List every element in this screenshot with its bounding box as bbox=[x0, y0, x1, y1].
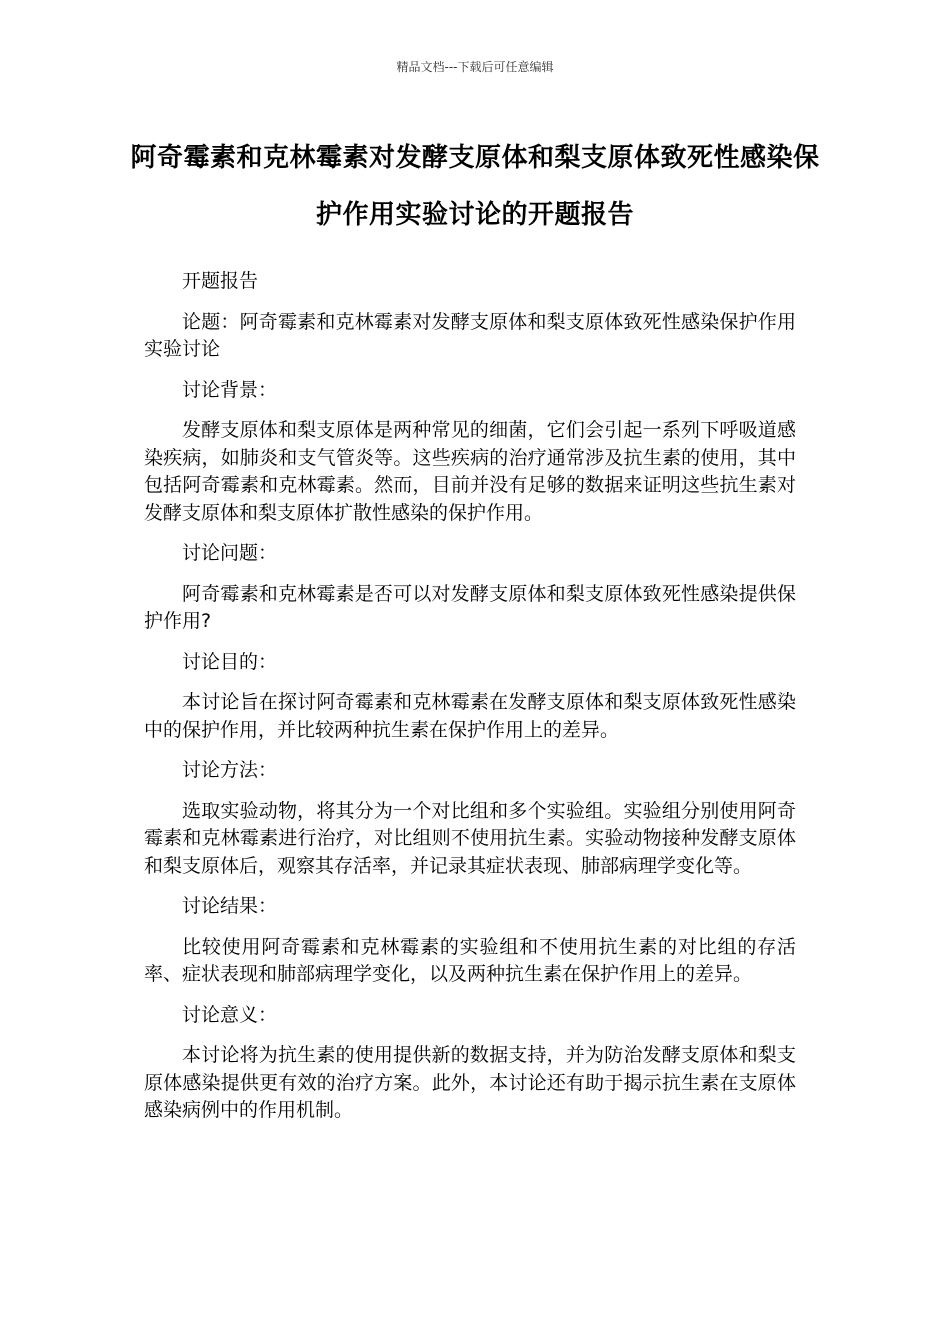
section-heading-purpose: 讨论目的： bbox=[182, 650, 278, 673]
purpose-paragraph: 本讨论旨在探讨阿奇霉素和克林霉素在发酵支原体和梨支原体致死性感染中的保护作用，并比较两种抗生素在保护作用上的差异。 bbox=[144, 691, 796, 741]
section-label-proposal: 开题报告 bbox=[182, 270, 259, 292]
section-heading-results: 讨论结果： bbox=[182, 895, 278, 917]
header-note: 精品文档---下载后可任意编辑 bbox=[396, 60, 554, 74]
section-heading-method: 讨论方法： bbox=[182, 759, 278, 781]
topic-paragraph: 论题：阿奇霉素和克林霉素对发酵支原体和梨支原体致死性感染保护作用实验讨论 bbox=[144, 310, 796, 360]
results-paragraph: 比较使用阿奇霉素和克林霉素的实验组和不使用抗生素的对比组的存活率、症状表现和肺部病理学变化，以及两种抗生素在保护作用上的差异。 bbox=[144, 935, 796, 985]
document-body bbox=[144, 268, 796, 1138]
significance-paragraph: 本讨论将为抗生素的使用提供新的数据支持，并为防治发酵支原体和梨支原体感染提供更有效的治疗方案。此外，本讨论还有助于揭示抗生素在支原体感染病例中的作用机制。 bbox=[144, 1044, 796, 1121]
section-heading-question: 讨论问题： bbox=[182, 542, 278, 564]
method-paragraph: 选取实验动物，将其分为一个对比组和多个实验组。实验组分别使用阿奇霉素和克林霉素进行治疗，对比组则不使用抗生素。实验动物接种发酵支原体和梨支原体后，观察其存活率，并记录其症状表现、肺部病理学变化等。 bbox=[144, 799, 796, 877]
question-paragraph: 阿奇霉素和克林霉素是否可以对发酵支原体和梨支原体致死性感染提供保护作用? bbox=[144, 582, 796, 632]
section-heading-background: 讨论背景： bbox=[182, 378, 278, 401]
section-heading-significance: 讨论意义： bbox=[182, 1003, 278, 1026]
document-title: 阿奇霉素和克林霉素对发酵支原体和梨支原体致死性感染保护作用实验讨论的开题报告 bbox=[130, 143, 820, 230]
background-paragraph: 发酵支原体和梨支原体是两种常见的细菌，它们会引起一系列下呼吸道感染疾病，如肺炎和支气管炎等。这些疾病的治疗通常涉及抗生素的使用，其中包括阿奇霉素和克林霉素。然而，目前并没有足够的数据来证明这些抗生素对发酵支原体和梨支原体扩散性感染的保护作用。 bbox=[144, 419, 796, 524]
